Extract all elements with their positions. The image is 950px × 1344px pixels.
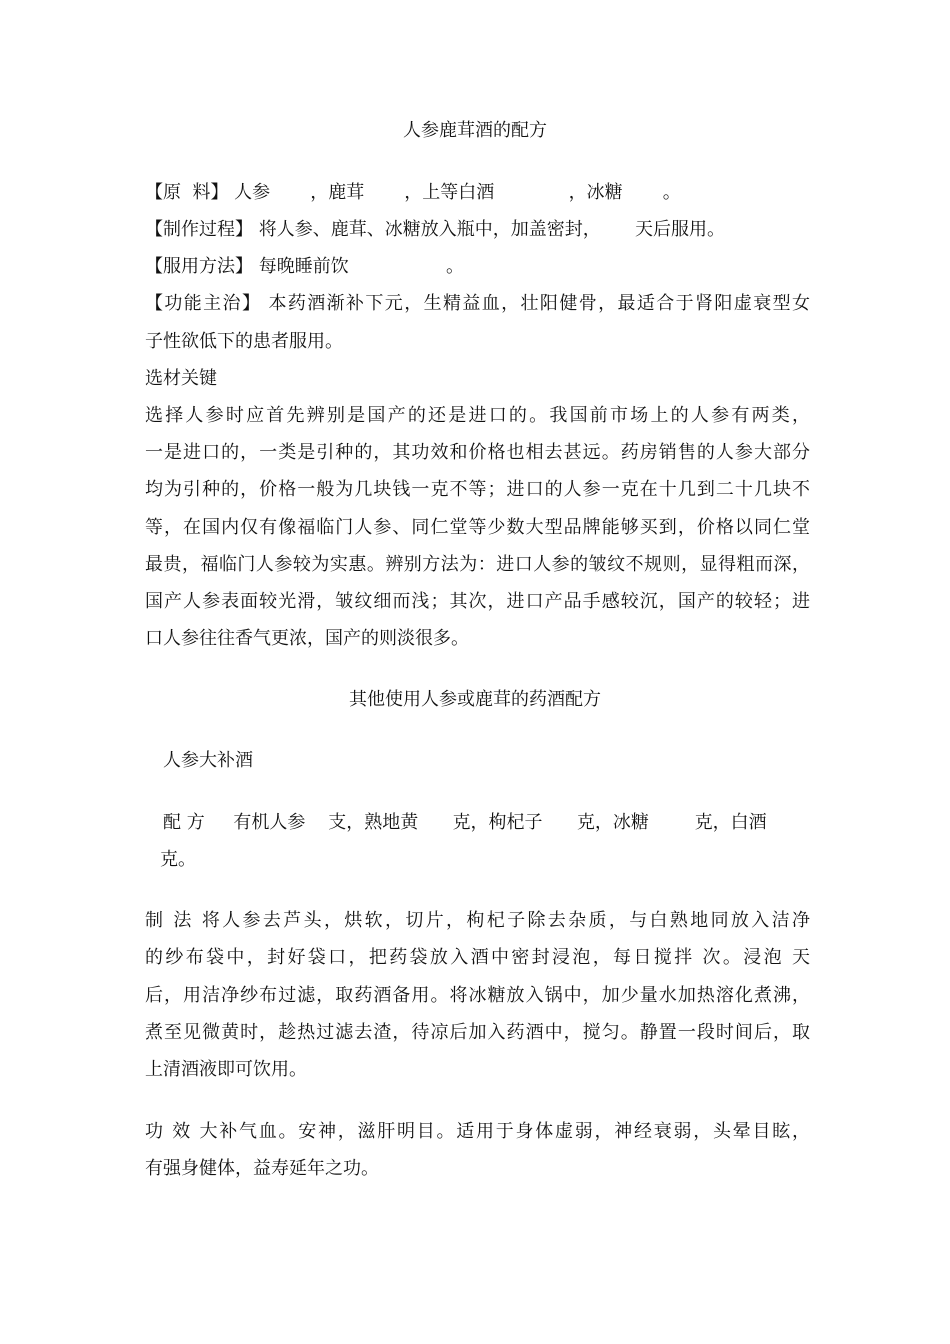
formula-line: 克。 (160, 849, 196, 870)
selection-paragraph-line: 口人参往往香气更浓，国产的则淡很多。 (145, 628, 469, 649)
formula-line: 配 方 有机人参 支，熟地黄 克，枸杞子 克，冰糖 克，白酒 (163, 812, 767, 833)
selection-paragraph-line: 最贵，福临门人参较为实惠。辨别方法为：进口人参的皱纹不规则，显得粗而深， (145, 554, 810, 575)
method-line: 制 法 将人参去芦头，烘软，切片，枸杞子除去杂质，与白熟地同放入洁净 (145, 910, 810, 931)
process-line: 【制作过程】 将人参、鹿茸、冰糖放入瓶中，加盖密封， 天后服用。 (145, 219, 726, 240)
selection-paragraph-line: 一是进口的，一类是引种的，其功效和价格也相去甚远。药房销售的人参大部分 (145, 442, 810, 463)
function-line: 子性欲低下的患者服用。 (145, 331, 343, 352)
document-title: 人参鹿茸酒的配方 (403, 120, 547, 141)
selection-paragraph-line: 等，在国内仅有像福临门人参、同仁堂等少数大型品牌能够买到，价格以同仁堂 (145, 517, 810, 538)
selection-paragraph-line: 选择人参时应首先辨别是国产的还是进口的。我国前市场上的人参有两类， (145, 405, 810, 426)
recipe-name: 人参大补酒 (163, 750, 253, 771)
effect-line: 有强身健体，益寿延年之功。 (145, 1158, 379, 1179)
method-line: 的纱布袋中，封好袋口，把药袋放入酒中密封浸泡，每日搅拌 次。浸泡 天 (145, 947, 810, 968)
effect-line: 功 效 大补气血。安神，滋肝明目。适用于身体虚弱，神经衰弱，头晕目眩， (145, 1121, 810, 1142)
selection-paragraph-line: 国产人参表面较光滑，皱纹细而浅；其次，进口产品手感较沉，国产的较轻；进 (145, 591, 810, 612)
method-line: 上清酒液即可饮用。 (145, 1059, 307, 1080)
function-line: 【功能主治】 本药酒渐补下元，生精益血，壮阳健骨，最适合于肾阳虚衰型女 (145, 293, 810, 314)
ingredients-line: 【原 料】 人参 ，鹿茸 ，上等白酒 ，冰糖 。 (145, 182, 681, 203)
method-line: 后，用洁净纱布过滤，取药酒备用。将冰糖放入锅中，加少量水加热溶化煮沸， (145, 985, 810, 1006)
method-line: 煮至见微黄时，趁热过滤去渣，待凉后加入药酒中，搅匀。静置一段时间后，取 (145, 1022, 810, 1043)
selection-paragraph-line: 均为引种的，价格一般为几块钱一克不等；进口的人参一克在十几到二十几块不 (145, 479, 810, 500)
selection-heading: 选材关键 (145, 368, 217, 389)
usage-line: 【服用方法】 每晚睡前饮 。 (145, 256, 464, 277)
section-title: 其他使用人参或鹿茸的药酒配方 (349, 689, 601, 710)
